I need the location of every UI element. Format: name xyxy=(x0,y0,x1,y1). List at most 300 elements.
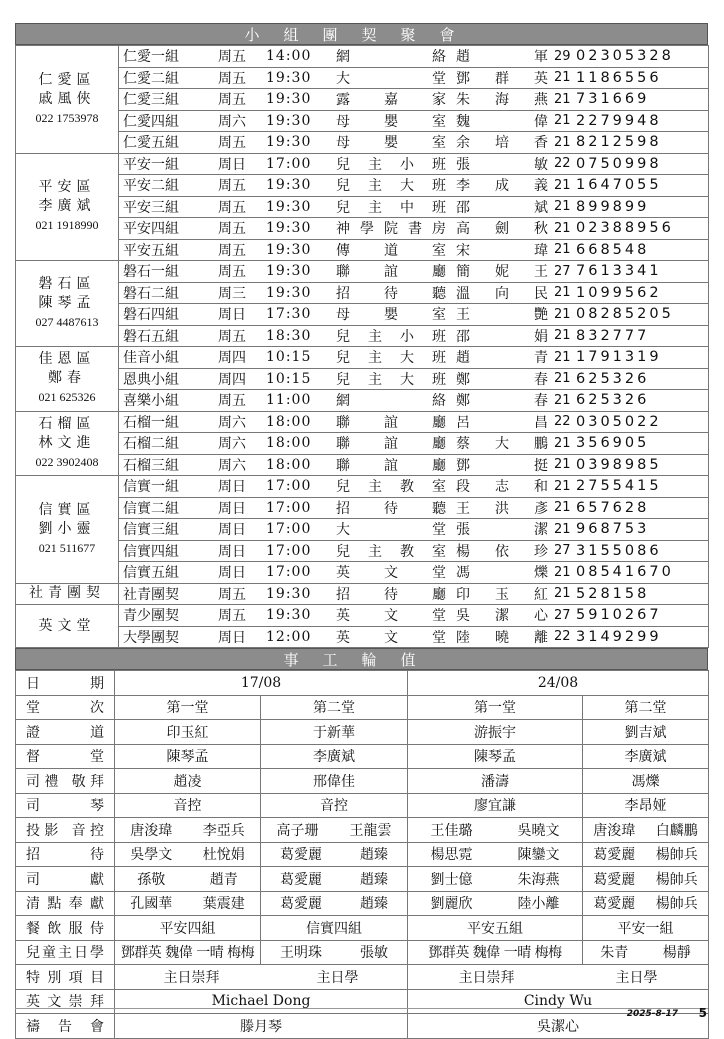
phone-number: 668548 xyxy=(576,241,650,258)
duty-person: 楊帥兵 xyxy=(655,896,698,913)
duty-row xyxy=(16,720,709,745)
meeting-day: 周五 xyxy=(218,608,246,625)
contact-person: 蔡 大 鵬 xyxy=(456,436,548,453)
meeting-time: 19:30 xyxy=(266,607,312,624)
meeting-time: 14:00 xyxy=(266,48,312,65)
area-cell xyxy=(16,46,119,154)
area-cell xyxy=(16,153,119,261)
meeting-time: 19:30 xyxy=(266,69,312,86)
duty-label: 司獻 xyxy=(16,867,115,892)
phone-prefix: 27 xyxy=(554,607,571,623)
contact-person: 高 劍 秋 xyxy=(456,221,548,238)
duty-cell: 平安一組 xyxy=(583,916,709,941)
duty-cell: 游振宇 xyxy=(408,720,583,745)
phone-prefix: 21 xyxy=(554,435,571,451)
contact-person: 王 艷 xyxy=(456,307,548,324)
group-row xyxy=(16,153,709,175)
duty-person: 李亞兵 xyxy=(202,822,245,839)
meeting-day: 周日 xyxy=(218,500,246,517)
meeting-day: 周五 xyxy=(218,393,246,410)
duty-cell: 第二堂 xyxy=(261,695,408,720)
duty-cell: 第一堂 xyxy=(408,695,583,720)
duty-cell: 邢偉佳 xyxy=(261,769,408,794)
group-row xyxy=(16,196,709,218)
phone-prefix: 21 xyxy=(554,457,571,473)
group-row xyxy=(16,304,709,326)
group-row xyxy=(16,282,709,304)
meeting-time: 18:30 xyxy=(266,327,312,344)
contact-person: 馮 爍 xyxy=(456,565,548,582)
group-row xyxy=(16,497,709,519)
phone-prefix: 21 xyxy=(554,242,571,258)
phone-number: 1647055 xyxy=(576,177,662,194)
contact-person: 朱 海 燕 xyxy=(456,92,548,109)
meeting-place: 兒 主 大 班 xyxy=(336,178,446,195)
duty-cell: 李昂娅 xyxy=(583,793,709,818)
phone-number: 1099562 xyxy=(576,284,662,301)
group-name: 平安五組 xyxy=(123,242,179,259)
area-name: 佳恩區 xyxy=(38,351,96,368)
area-phone: 022 3902408 xyxy=(35,454,99,469)
phone-prefix: 21 xyxy=(554,500,571,516)
meeting-place: 大 堂 xyxy=(336,522,446,539)
group-row xyxy=(16,110,709,132)
duty-cell: 李廣斌 xyxy=(583,744,709,769)
contact-person: 楊 依 珍 xyxy=(456,543,548,560)
meeting-time: 12:00 xyxy=(266,628,312,645)
phone-number: 731669 xyxy=(576,91,650,108)
phone-number: 899899 xyxy=(576,198,650,215)
group-name: 磐石一組 xyxy=(123,264,179,281)
meeting-time: 19:30 xyxy=(266,177,312,194)
phone-number: 356905 xyxy=(576,435,650,452)
group-name: 信實二組 xyxy=(123,500,179,517)
phone-prefix: 21 xyxy=(554,371,571,387)
phone-prefix: 27 xyxy=(554,263,571,279)
group-row xyxy=(16,89,709,111)
group-row xyxy=(16,476,709,498)
phone-number: 0305022 xyxy=(576,413,662,430)
duty-person: 孔國華 xyxy=(130,896,173,913)
duty-person: 朱青 xyxy=(600,945,629,962)
phone-number: 832777 xyxy=(576,327,650,344)
english-speaker: Michael Dong xyxy=(115,989,408,1014)
phone-prefix: 22 xyxy=(554,414,571,430)
duty-label: 督堂 xyxy=(16,744,115,769)
meeting-place: 聯 誼 廳 xyxy=(336,414,446,431)
phone-prefix: 21 xyxy=(554,199,571,215)
duty-person: 趙臻 xyxy=(360,871,388,888)
phone-prefix: 21 xyxy=(554,113,571,129)
meeting-place: 聯 誼 廳 xyxy=(336,457,446,474)
group-name: 信實四組 xyxy=(123,543,179,560)
group-name: 恩典小組 xyxy=(123,371,179,388)
phone-prefix: 27 xyxy=(554,543,571,559)
area-phone: 021 625326 xyxy=(38,390,96,405)
duty-row xyxy=(16,916,709,941)
contact-person: 段 志 和 xyxy=(456,479,548,496)
prayer-leader: 滕月琴 xyxy=(115,1014,408,1039)
phone-number: 3155086 xyxy=(576,542,662,559)
duty-cell: 印玉紅 xyxy=(115,720,261,745)
group-row xyxy=(16,239,709,261)
duty-person: 唐浚瑋 xyxy=(593,822,636,839)
duty-person: 趙臻 xyxy=(360,847,388,864)
special-row xyxy=(16,965,709,990)
contact-person: 魏 偉 xyxy=(456,113,548,130)
group-row xyxy=(16,347,709,369)
duty-cell: 趙凌 xyxy=(115,769,261,794)
phone-number: 2279948 xyxy=(576,112,662,129)
area-leader: 鄭春 xyxy=(48,370,86,387)
meeting-day: 周六 xyxy=(218,414,246,431)
contact-person: 趙 軍 xyxy=(456,49,548,66)
group-name: 信實三組 xyxy=(123,522,179,539)
group-row xyxy=(16,390,709,412)
duty-row xyxy=(16,940,709,965)
meeting-time: 19:30 xyxy=(266,241,312,258)
special-item: 主日崇拜 xyxy=(163,969,220,986)
meeting-time: 17:00 xyxy=(266,155,312,172)
contact-person: 鄧 群 英 xyxy=(456,70,548,87)
area-cell xyxy=(16,261,119,347)
contact-person: 趙 青 xyxy=(456,350,548,367)
group-name: 石榴二組 xyxy=(123,436,179,453)
meeting-day: 周日 xyxy=(218,522,246,539)
duty-row xyxy=(16,793,709,818)
duty-person: 白麟鵬 xyxy=(655,822,698,839)
footer-date: 2025-8-17 xyxy=(626,1009,678,1019)
area-name: 磐石區 xyxy=(38,276,96,292)
contact-person: 邵 斌 xyxy=(456,199,548,216)
phone-prefix: 29 xyxy=(554,48,571,64)
duty-date: 24/08 xyxy=(408,671,709,696)
group-row xyxy=(16,540,709,562)
phone-prefix: 21 xyxy=(554,521,571,537)
group-name: 信實一組 xyxy=(123,479,179,496)
duty-row xyxy=(16,891,709,916)
contact-person: 李 成 義 xyxy=(456,178,548,195)
meeting-place: 網 絡 xyxy=(336,49,446,66)
meeting-day: 周日 xyxy=(218,479,246,496)
duty-row xyxy=(16,695,709,720)
area-name: 社青團契 xyxy=(29,585,105,602)
duty-person: 杜悅娟 xyxy=(202,847,245,864)
duty-row xyxy=(16,867,709,892)
meeting-place: 兒 主 小 班 xyxy=(336,328,446,345)
meeting-day: 周六 xyxy=(218,113,246,130)
group-name: 仁愛五組 xyxy=(123,135,179,152)
phone-number: 5910267 xyxy=(576,607,662,624)
contact-person: 余 培 香 xyxy=(456,135,548,152)
meeting-time: 19:30 xyxy=(266,263,312,280)
group-name: 平安三組 xyxy=(123,199,179,216)
meeting-time: 10:15 xyxy=(266,349,312,366)
group-row xyxy=(16,605,709,627)
phone-prefix: 21 xyxy=(554,134,571,150)
duty-cell: 陳琴孟 xyxy=(408,744,583,769)
meeting-place: 英 文 堂 xyxy=(336,565,446,582)
contact-person: 鄧 挺 xyxy=(456,457,548,474)
duty-person: 王龍雲 xyxy=(349,822,392,839)
meeting-day: 周日 xyxy=(218,307,246,324)
duty-person: 陸小離 xyxy=(517,896,560,913)
meeting-place: 聯 誼 廳 xyxy=(336,436,446,453)
duty-label: 投影 音控 xyxy=(16,818,115,843)
group-name: 喜樂小組 xyxy=(123,393,179,410)
meeting-time: 18:00 xyxy=(266,435,312,452)
contact-person: 吳 潔 心 xyxy=(456,608,548,625)
phone-number: 528158 xyxy=(576,585,650,602)
phone-number: 8212598 xyxy=(576,134,662,151)
meeting-time: 18:00 xyxy=(266,413,312,430)
group-row xyxy=(16,433,709,455)
meeting-place: 兒 主 小 班 xyxy=(336,156,446,173)
meeting-day: 周日 xyxy=(218,156,246,173)
groups-table xyxy=(15,45,709,648)
group-name: 大學團契 xyxy=(123,629,179,646)
duty-person: 葉震建 xyxy=(202,896,245,913)
duty-person: 葛愛麗 xyxy=(593,847,636,864)
duty-label: 日期 xyxy=(16,671,115,696)
meeting-place: 聯 誼 廳 xyxy=(336,264,446,281)
meeting-place: 兒 主 教 室 xyxy=(336,479,446,496)
meeting-day: 周日 xyxy=(218,565,246,582)
contact-person: 印 玉 紅 xyxy=(456,586,548,603)
duty-label: 司琴 xyxy=(16,793,115,818)
group-name: 青少團契 xyxy=(123,608,179,625)
meeting-place: 露 嘉 家 xyxy=(336,92,446,109)
meeting-day: 周五 xyxy=(218,221,246,238)
duty-person: 朱海燕 xyxy=(517,871,560,888)
area-name: 平安區 xyxy=(38,179,96,196)
phone-prefix: 21 xyxy=(554,564,571,580)
phone-prefix: 21 xyxy=(554,91,571,107)
meeting-time: 11:00 xyxy=(266,392,312,409)
phone-number: 625326 xyxy=(576,370,650,387)
duty-label: 證道 xyxy=(16,720,115,745)
area-leader: 林文進 xyxy=(38,434,96,451)
duty-label: 禱告會 xyxy=(16,1014,115,1039)
special-item: 主日學 xyxy=(615,969,658,986)
phone-number: 1186556 xyxy=(576,69,662,86)
phone-number: 3149299 xyxy=(576,628,662,645)
meeting-day: 周五 xyxy=(218,328,246,345)
meeting-day: 周五 xyxy=(218,70,246,87)
meeting-place: 傳 道 室 xyxy=(336,242,446,259)
duty-person: 王明珠 xyxy=(280,945,322,962)
duty-label: 堂次 xyxy=(16,695,115,720)
meeting-day: 周五 xyxy=(218,586,246,603)
phone-number: 625326 xyxy=(576,392,650,409)
group-name: 仁愛四組 xyxy=(123,113,179,130)
duty-cell: 第二堂 xyxy=(583,695,709,720)
meeting-time: 17:30 xyxy=(266,306,312,323)
meeting-place: 兒 主 大 班 xyxy=(336,371,446,388)
meeting-time: 19:30 xyxy=(266,220,312,237)
area-phone: 027 4487613 xyxy=(35,315,99,329)
group-row xyxy=(16,368,709,390)
prayer-leader: 吳潔心 xyxy=(408,1014,709,1039)
area-leader: 陳琴孟 xyxy=(38,295,96,311)
area-cell xyxy=(16,476,119,584)
area-leader: 戚風俠 xyxy=(38,90,96,107)
duty-person: 楊靜 xyxy=(662,945,691,962)
area-name: 英文堂 xyxy=(38,617,96,634)
page-number: 5 xyxy=(698,1006,707,1020)
meeting-day: 周五 xyxy=(218,49,246,66)
meeting-place: 招 待 聽 xyxy=(336,285,446,302)
area-leader: 李廣斌 xyxy=(38,198,96,215)
group-name: 仁愛二組 xyxy=(123,70,179,87)
duty-person: 楊思霓 xyxy=(430,847,473,864)
duty-person: 趙青 xyxy=(209,871,238,888)
duty-cell: 第一堂 xyxy=(115,695,261,720)
area-name: 仁愛區 xyxy=(38,71,96,88)
meeting-time: 17:00 xyxy=(266,542,312,559)
area-phone: 021 511677 xyxy=(38,540,96,555)
phone-number: 0750998 xyxy=(576,155,662,172)
duty-table xyxy=(15,670,709,1039)
phone-prefix: 21 xyxy=(554,328,571,344)
meeting-place: 母 嬰 室 xyxy=(336,307,446,324)
meeting-day: 周五 xyxy=(218,264,246,281)
duty-cell: 陳琴孟 xyxy=(115,744,261,769)
duty-person: 葛愛麗 xyxy=(280,871,322,888)
phone-prefix: 21 xyxy=(554,392,571,408)
duty-cell: 鄧群英 魏偉 一晴 梅梅 xyxy=(408,940,583,965)
group-row xyxy=(16,175,709,197)
meeting-place: 母 嬰 室 xyxy=(336,113,446,130)
duty-label: 餐飲服侍 xyxy=(16,916,115,941)
phone-number: 1791319 xyxy=(576,349,662,366)
duty-label: 兒童主日學 xyxy=(16,940,115,965)
group-name: 磐石二組 xyxy=(123,285,179,302)
area-leader: 劉小靈 xyxy=(38,520,96,537)
area-cell xyxy=(16,347,119,412)
group-name: 石榴一組 xyxy=(123,414,179,431)
duty-cell: 廖宜謙 xyxy=(408,793,583,818)
meeting-place: 兒 主 大 班 xyxy=(336,350,446,367)
duty-cell: 音控 xyxy=(261,793,408,818)
phone-prefix: 21 xyxy=(554,220,571,236)
meeting-time: 19:30 xyxy=(266,585,312,602)
meeting-time: 18:00 xyxy=(266,456,312,473)
duty-person: 葛愛麗 xyxy=(280,847,322,864)
contact-person: 王 洪 彥 xyxy=(456,500,548,517)
meeting-day: 周三 xyxy=(218,285,246,302)
duty-row xyxy=(16,818,709,843)
contact-person: 張 敏 xyxy=(456,156,548,173)
phone-prefix: 21 xyxy=(554,285,571,301)
prayer-row xyxy=(16,1014,709,1039)
group-name: 仁愛三組 xyxy=(123,92,179,109)
meeting-place: 招 待 聽 xyxy=(336,500,446,517)
duty-cell: 馮爍 xyxy=(583,769,709,794)
duty-person: 葛愛麗 xyxy=(593,896,636,913)
area-cell xyxy=(16,411,119,476)
group-name: 佳音小組 xyxy=(123,350,179,367)
duty-cell: 李廣斌 xyxy=(261,744,408,769)
english-speaker: Cindy Wu xyxy=(408,989,709,1014)
phone-prefix: 21 xyxy=(554,70,571,86)
duty-cell: 鄧群英 魏偉 一晴 梅梅 xyxy=(115,940,261,965)
group-row xyxy=(16,626,709,648)
phone-number: 2755415 xyxy=(576,478,662,495)
duty-label: 司禮 敬拜 xyxy=(16,769,115,794)
meeting-time: 19:30 xyxy=(266,134,312,151)
group-name: 磐石四組 xyxy=(123,307,179,324)
special-item: 主日學 xyxy=(316,969,359,986)
meeting-day: 周六 xyxy=(218,457,246,474)
group-row xyxy=(16,562,709,584)
group-row xyxy=(16,261,709,283)
duty-person: 劉麗欣 xyxy=(430,896,473,913)
duty-cell: 潘濤 xyxy=(408,769,583,794)
phone-number: 968753 xyxy=(576,521,650,538)
meeting-day: 周五 xyxy=(218,92,246,109)
meeting-day: 周五 xyxy=(218,199,246,216)
duty-person: 葛愛麗 xyxy=(593,871,636,888)
meeting-day: 周四 xyxy=(218,371,246,388)
contact-person: 溫 向 民 xyxy=(456,285,548,302)
group-name: 社青團契 xyxy=(123,586,179,603)
phone-number: 08541670 xyxy=(576,564,674,581)
group-row xyxy=(16,454,709,476)
contact-person: 邵 娟 xyxy=(456,328,548,345)
duty-date-row xyxy=(16,671,709,696)
phone-prefix: 21 xyxy=(554,306,571,322)
meeting-place: 英 文 堂 xyxy=(336,608,446,625)
meeting-day: 周五 xyxy=(218,135,246,152)
duty-label: 特別項目 xyxy=(16,965,115,990)
contact-person: 宋 瑋 xyxy=(456,242,548,259)
group-row xyxy=(16,46,709,68)
meeting-day: 周日 xyxy=(218,629,246,646)
group-row xyxy=(16,411,709,433)
meeting-place: 大 堂 xyxy=(336,70,446,87)
duty-person: 陳鑾文 xyxy=(517,847,560,864)
special-item: 主日崇拜 xyxy=(458,969,515,986)
meeting-place: 兒 主 教 室 xyxy=(336,543,446,560)
meeting-time: 19:30 xyxy=(266,91,312,108)
phone-number: 02305328 xyxy=(576,48,674,65)
duty-section-title: 事工輪值 xyxy=(15,648,708,670)
duty-person: 楊帥兵 xyxy=(655,871,698,888)
duty-row xyxy=(16,744,709,769)
contact-person: 鄭 春 xyxy=(456,371,548,388)
duty-person: 張敏 xyxy=(360,945,388,962)
meeting-place: 招 待 廳 xyxy=(336,586,446,603)
duty-label: 招待 xyxy=(16,842,115,867)
phone-prefix: 22 xyxy=(554,629,571,645)
group-name: 磐石五組 xyxy=(123,328,179,345)
area-name: 石榴區 xyxy=(38,415,96,432)
duty-person: 孫敬 xyxy=(137,871,166,888)
area-phone: 022 1753978 xyxy=(35,110,99,125)
duty-person: 唐浚瑋 xyxy=(130,822,173,839)
english-service-row xyxy=(16,989,709,1014)
duty-cell: 于新華 xyxy=(261,720,408,745)
duty-cell: 平安五組 xyxy=(408,916,583,941)
group-row xyxy=(16,218,709,240)
bulletin-page xyxy=(15,23,708,1039)
duty-cell: 信實四組 xyxy=(261,916,408,941)
meeting-time: 19:30 xyxy=(266,198,312,215)
phone-number: 02388956 xyxy=(576,220,674,237)
meeting-day: 周五 xyxy=(218,242,246,259)
group-name: 平安一組 xyxy=(123,156,179,173)
